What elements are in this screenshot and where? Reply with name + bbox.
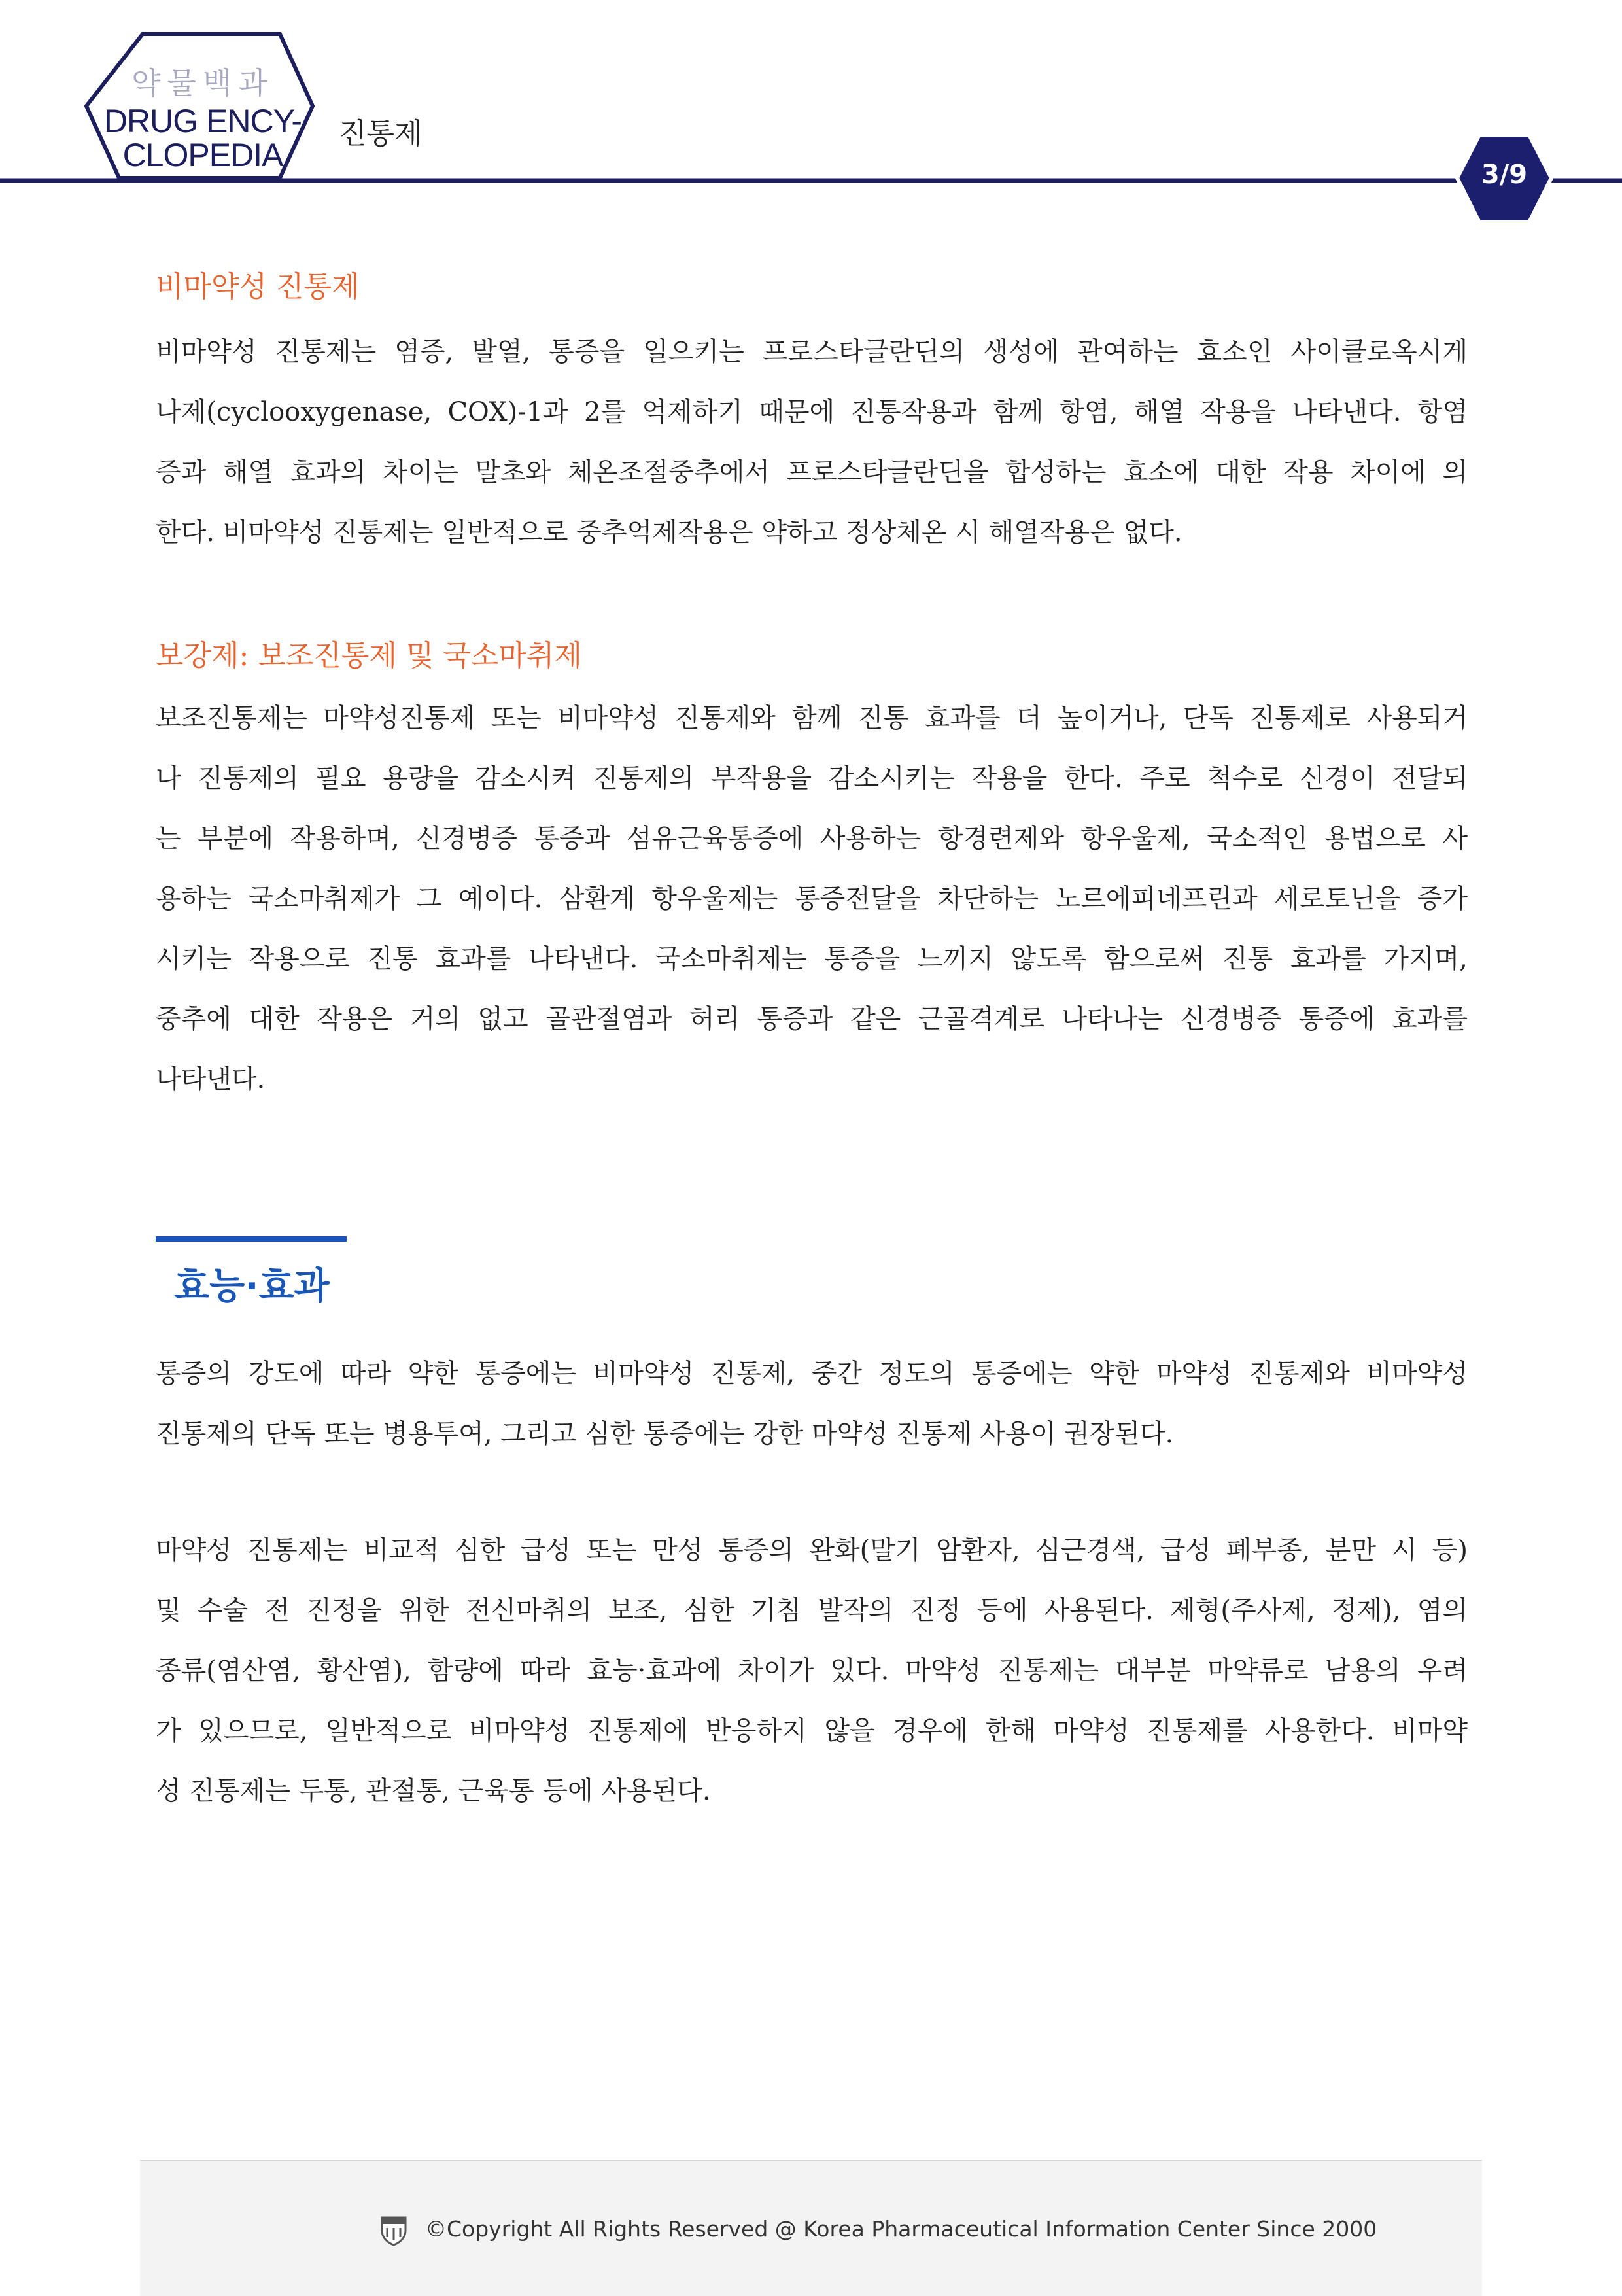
text-line: 마약성 진통제는 비교적 심한 급성 또는 만성 통증의 완화(말기 암환자, 심근경색, 급성 폐부종, 분만 시 등): [156, 1535, 1468, 1565]
logo-korean: 약물백과: [131, 66, 274, 100]
text-line: 한다. 비마약성 진통제는 일반적으로 중추억제작용은 약하고 정상체온 시 해열작용은 없다.: [156, 517, 1182, 548]
section-title-efficacy: 효능·효과: [174, 1265, 330, 1308]
text-line: 및 수술 전 진정을 위한 전신마취의 보조, 심한 기침 발작의 진정 등에 사용된다. 제형(주사제, 정제), 염의: [156, 1595, 1468, 1626]
paragraph-efficacy-1: [156, 1344, 1468, 1464]
text-line: 증과 해열 효과의 차이는 말초와 체온조절중추에서 프로스타글란딘을 합성하는 효소에 대한 작용 차이에 의: [156, 457, 1468, 487]
text-line: 용하는 국소마취제가 그 예이다. 삼환계 항우울제는 통증전달을 차단하는 노르에피네프린과 세로토닌을 증가: [156, 884, 1468, 914]
text-line: 나타낸다.: [156, 1064, 266, 1094]
text-line: 중추에 대한 작용은 거의 없고 골관절염과 허리 통증과 같은 근골격계로 나타나는 신경병증 통증에 효과를: [156, 1004, 1468, 1034]
footer: [140, 2160, 1482, 2296]
subheading-adjuvant: 보강제: 보조진통제 및 국소마취제: [156, 639, 582, 672]
page-number: 3/9: [1481, 160, 1528, 190]
text-line: 는 부분에 작용하며, 신경병증 통증과 섬유근육통증에 사용하는 항경련제와 항우울제, 국소적인 용법으로 사: [156, 824, 1468, 854]
logo-english-line1: DRUG ENCY-: [103, 103, 302, 139]
text-line: 성 진통제는 두통, 관절통, 근육통 등에 사용된다.: [156, 1776, 711, 1806]
text-line: 진통제의 단독 또는 병용투여, 그리고 심한 통증에는 강한 마약성 진통제 사용이 권장된다.: [156, 1419, 1174, 1449]
crest-icon: [379, 2215, 408, 2246]
text-line: 시키는 작용으로 진통 효과를 나타낸다. 국소마취제는 통증을 느끼지 않도록 함으로써 진통 효과를 가지며,: [156, 944, 1468, 974]
document-title: 진통제: [339, 117, 423, 150]
text-line: 보조진통제는 마약성진통제 또는 비마약성 진통제와 함께 진통 효과를 더 높이거나, 단독 진통제로 사용되거: [156, 703, 1468, 733]
text-line: 비마약성 진통제는 염증, 발열, 통증을 일으키는 프로스타글란딘의 생성에 관여하는 효소인 사이클로옥시게: [156, 337, 1468, 367]
text-line: 통증의 강도에 따라 약한 통증에는 비마약성 진통제, 중간 정도의 통증에는 약한 마약성 진통제와 비마약성: [156, 1359, 1468, 1389]
logo-english-line2: CLOPEDIA: [122, 137, 283, 173]
text-line: 가 있으므로, 일반적으로 비마약성 진통제에 반응하지 않을 경우에 한해 마약성 진통제를 사용한다. 비마약: [156, 1716, 1468, 1746]
copyright-text: ©Copyright All Rights Reserved @ Korea Pharmaceutical Information Center Since 2000: [425, 2216, 1377, 2242]
subheading-nonnarcotic: 비마약성 진통제: [156, 270, 360, 304]
text-line: 종류(염산염, 황산염), 함량에 따라 효능·효과에 차이가 있다. 마약성 진통제는 대부분 마약류로 남용의 우려: [156, 1656, 1468, 1686]
paragraph-adjuvant: [156, 688, 1468, 1109]
section-rule: [156, 1236, 347, 1242]
paragraph-nonnarcotic: [156, 322, 1468, 563]
text-line: 나제(cyclooxygenase, COX)-1과 2를 억제하기 때문에 진통작용과 함께 항염, 해열 작용을 나타낸다. 항염: [156, 397, 1468, 427]
text-line: 나 진통제의 필요 용량을 감소시켜 진통제의 부작용을 감소시키는 작용을 한다. 주로 척수로 신경이 전달되: [156, 763, 1468, 793]
paragraph-efficacy-2: [156, 1520, 1468, 1821]
